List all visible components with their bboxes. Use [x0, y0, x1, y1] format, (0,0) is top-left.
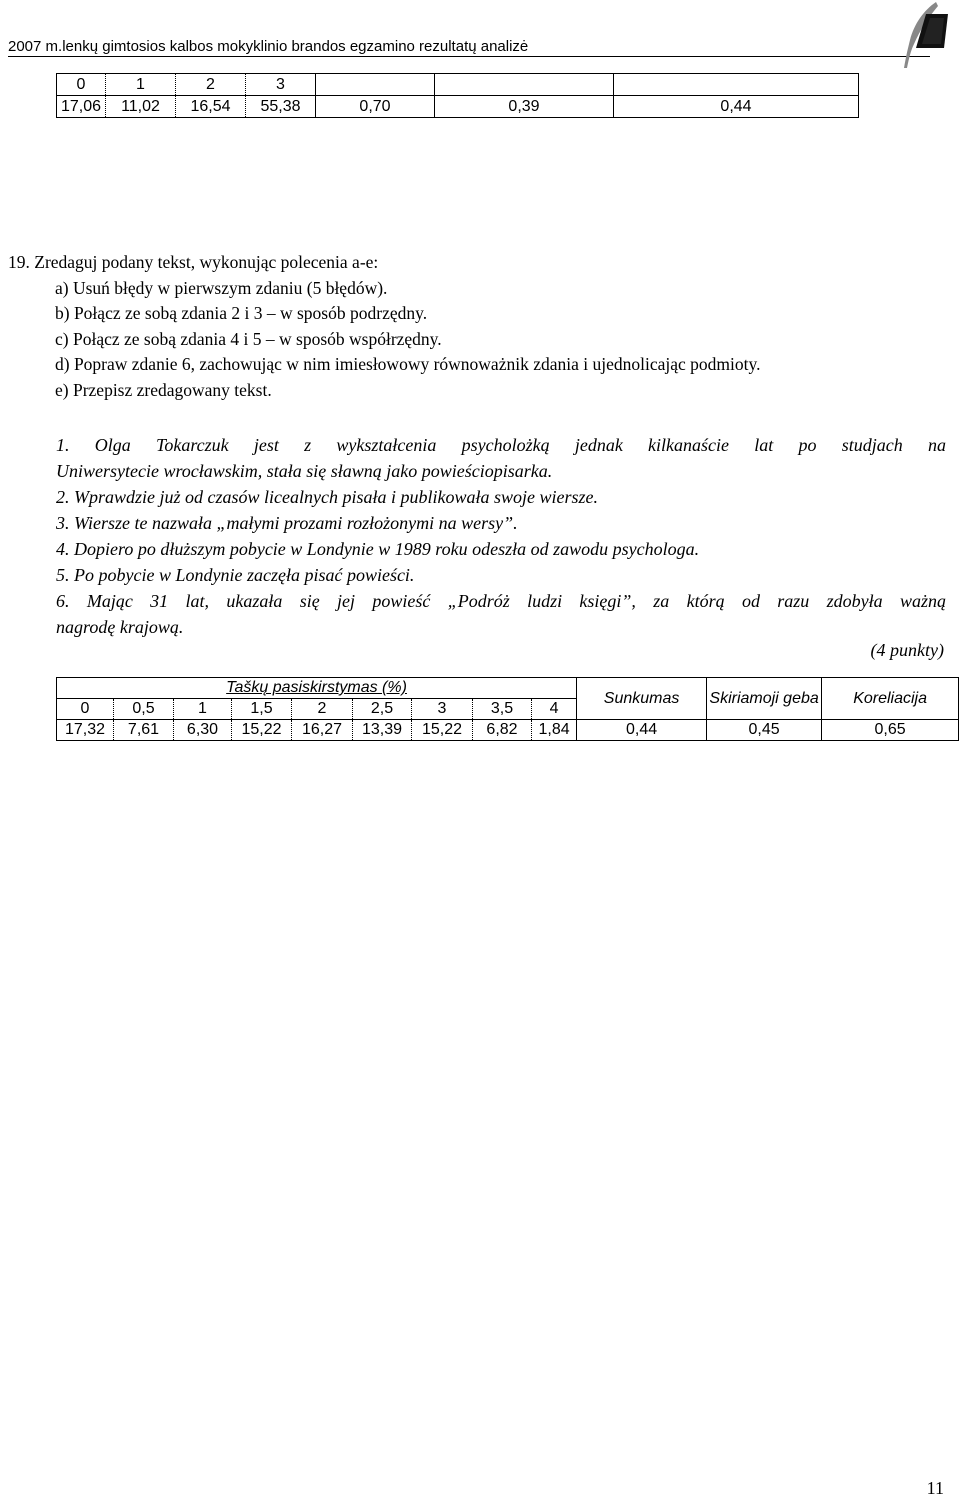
- column-header-skiriamoji-geba: Skiriamoji geba: [707, 678, 822, 720]
- results-table-bottom: [56, 677, 959, 741]
- score-cell: 0: [57, 74, 106, 96]
- score-cell: 0: [57, 699, 114, 720]
- results-table-top: [56, 73, 859, 118]
- task-question: 19. Zredaguj podany tekst, wykonując polecenia a-e:: [8, 252, 379, 272]
- table-row: [57, 74, 859, 96]
- source-text: [56, 432, 946, 640]
- value-cell: 16,27: [292, 720, 353, 741]
- value-cell: 11,02: [106, 96, 176, 118]
- score-cell: 0,5: [114, 699, 174, 720]
- value-cell: 6,30: [174, 720, 232, 741]
- sentence-6-line-2: nagrodę krajową.: [56, 617, 184, 637]
- value-cell: 7,61: [114, 720, 174, 741]
- score-cell: 3: [412, 699, 473, 720]
- score-cell: 1: [106, 74, 176, 96]
- empty-cell: [435, 74, 614, 96]
- skiriamoji-geba-value: 0,45: [707, 720, 822, 741]
- value-cell: 17,32: [57, 720, 114, 741]
- value-cell: 17,06: [57, 96, 106, 118]
- table-row: [57, 720, 959, 741]
- score-cell: 1,5: [232, 699, 292, 720]
- table-row: [57, 96, 859, 118]
- sunkumas-value: 0,44: [577, 720, 707, 741]
- sentence-3: 3. Wiersze te nazwała „małymi prozami rozłożonymi na wersy”.: [56, 513, 518, 533]
- group-header: Taškų pasiskirstymas (%): [57, 678, 577, 699]
- feather-logo-icon: [896, 0, 952, 70]
- value-cell: 6,82: [473, 720, 532, 741]
- value-cell: 1,84: [532, 720, 577, 741]
- value-cell: 0,39: [435, 96, 614, 118]
- points-label: (4 punkty): [870, 640, 944, 660]
- task-item: b) Połącz ze sobą zdania 2 i 3 – w sposób podrzędny.: [55, 303, 428, 323]
- score-cell: 1: [174, 699, 232, 720]
- value-cell: 15,22: [412, 720, 473, 741]
- task-item: d) Popraw zdanie 6, zachowując w nim imiesłowowy równoważnik zdania i ujednolicając podmioty.: [55, 354, 761, 374]
- sentence-6-line-1: 6. Mając 31 lat, ukazała się jej powieść „Podróż ludzi księgi”, za którą od razu zdobyła ważną: [56, 591, 946, 611]
- score-cell: 3,5: [473, 699, 532, 720]
- task-item: c) Połącz ze sobą zdania 4 i 5 – w sposób współrzędny.: [55, 328, 442, 349]
- header-divider: [8, 56, 930, 57]
- empty-cell: [614, 74, 859, 96]
- sentence-4: 4. Dopiero po dłuższym pobycie w Londynie w 1989 roku odeszła od zawodu psychologa.: [56, 539, 700, 559]
- sentence-5: 5. Po pobycie w Londynie zaczęła pisać powieści.: [56, 565, 415, 585]
- score-cell: 2,5: [353, 699, 412, 720]
- koreliacija-value: 0,65: [822, 720, 959, 741]
- document-header-title: 2007 m.lenkų gimtosios kalbos mokyklinio brandos egzamino rezultatų analizė: [8, 38, 529, 55]
- value-cell: 16,54: [176, 96, 246, 118]
- table-header-row: [57, 678, 959, 699]
- score-cell: 4: [532, 699, 577, 720]
- sentence-1-line-2: Uniwersytecie wrocławskim, stała się sławną jako powieściopisarka.: [56, 461, 553, 481]
- value-cell: 15,22: [232, 720, 292, 741]
- task-item: a) Usuń błędy w pierwszym zdaniu (5 błędów).: [55, 277, 388, 298]
- task-item: e) Przepisz zredagowany tekst.: [55, 379, 272, 400]
- column-header-sunkumas: Sunkumas: [577, 678, 707, 720]
- sentence-2: 2. Wprawdzie już od czasów licealnych pisała i publikowała swoje wiersze.: [56, 487, 598, 507]
- task-instructions: [8, 250, 948, 403]
- sentence-1-line-1: 1. Olga Tokarczuk jest z wykształcenia psycholożką jednak kilkanaście lat po studjach na: [56, 435, 946, 455]
- score-cell: 3: [246, 74, 316, 96]
- value-cell: 0,44: [614, 96, 859, 118]
- value-cell: 55,38: [246, 96, 316, 118]
- score-cell: 2: [176, 74, 246, 96]
- value-cell: 0,70: [316, 96, 435, 118]
- empty-cell: [316, 74, 435, 96]
- column-header-koreliacija: Koreliacija: [822, 678, 959, 720]
- score-cell: 2: [292, 699, 353, 720]
- page-number: 11: [926, 1478, 944, 1498]
- value-cell: 13,39: [353, 720, 412, 741]
